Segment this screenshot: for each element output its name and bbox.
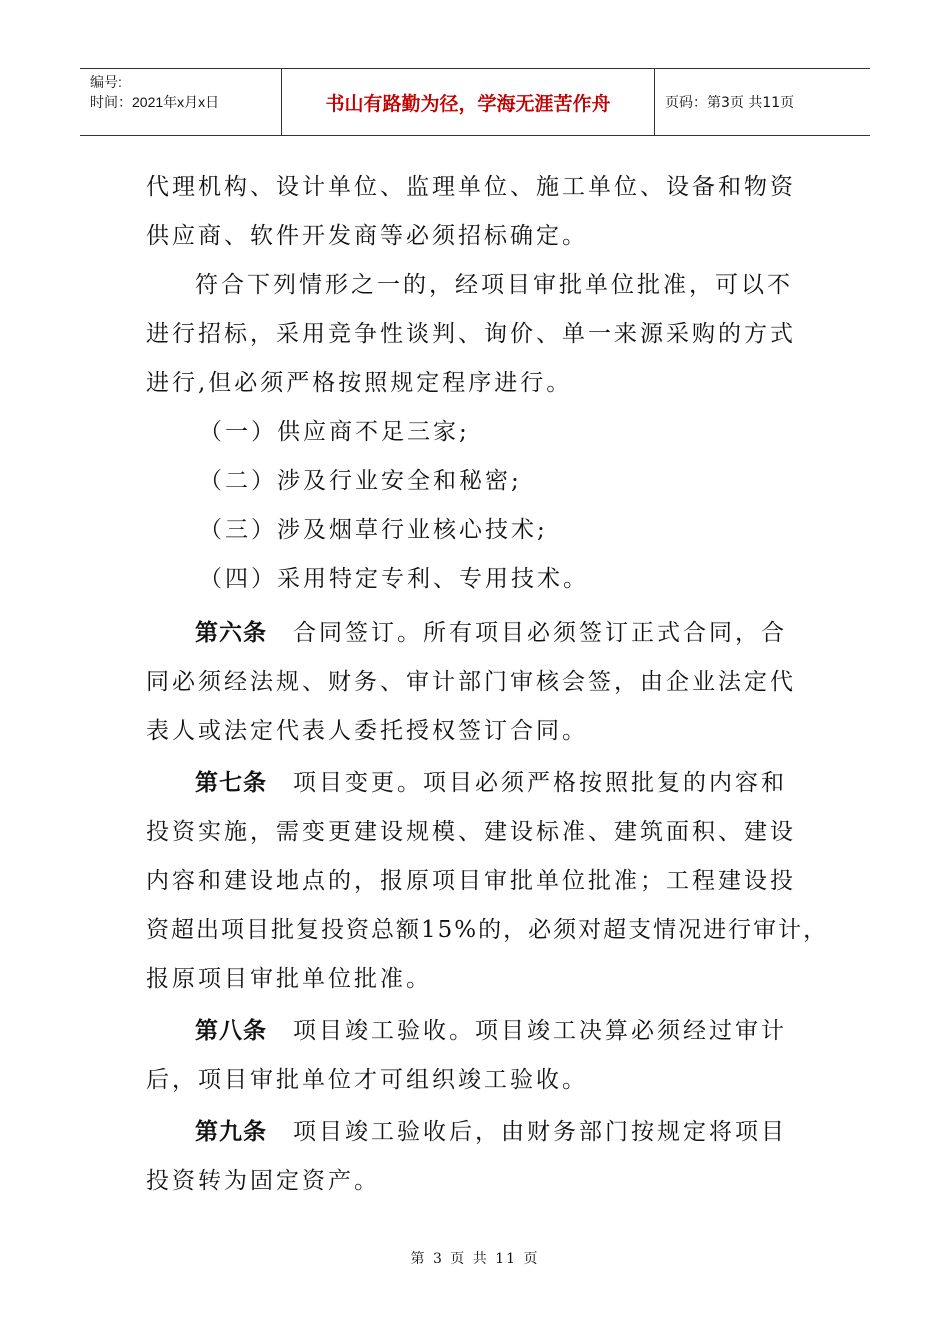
article-nine-text: 项目竣工验收后，由财务部门按规定将项目 <box>293 1119 787 1145</box>
article-eight <box>195 1016 787 1046</box>
article-seven <box>195 768 787 798</box>
header-motto: 书山有路勤为径，学海无涯苦作舟 <box>281 69 655 135</box>
body-line: 资超出项目批复投资总额15%的，必须对超支情况进行审计， <box>146 917 829 943</box>
body-line: 后，项目审批单位才可组织竣工验收。 <box>146 1067 588 1093</box>
body-line: 报原项目审批单位批准。 <box>146 966 432 992</box>
body-line: 供应商、软件开发商等必须招标确定。 <box>146 223 588 249</box>
document-time-label: 时间：2021年x月x日 <box>90 94 220 110</box>
article-nine-heading: 第九条 <box>195 1119 267 1145</box>
paragraph-start: 符合下列情形之一的，经项目审批单位批准，可以不 <box>195 272 793 298</box>
article-eight-heading: 第八条 <box>195 1018 267 1044</box>
article-six <box>195 618 787 648</box>
list-item: （二）涉及行业安全和秘密; <box>199 468 522 494</box>
header-meta <box>80 69 281 135</box>
body-line: 代理机构、设计单位、监理单位、施工单位、设备和物资 <box>146 174 796 200</box>
body-line: 进行招标，采用竞争性谈判、询价、单一来源采购的方式 <box>146 321 796 347</box>
article-seven-heading: 第七条 <box>195 770 267 796</box>
list-item: （一）供应商不足三家; <box>199 419 470 445</box>
body-line: 同必须经法规、财务、审计部门审核会签，由企业法定代 <box>146 669 796 695</box>
page-footer: 第 3 页 共 11 页 <box>410 1251 540 1267</box>
body-line: 投资转为固定资产。 <box>146 1168 380 1194</box>
article-nine <box>195 1117 787 1147</box>
header-page-info: 页码：第3页 共11页 <box>665 95 795 111</box>
page-header <box>80 68 870 136</box>
article-six-heading: 第六条 <box>195 620 267 646</box>
body-line: 表人或法定代表人委托授权签订合同。 <box>146 718 588 744</box>
body-line: 内容和建设地点的，报原项目审批单位批准；工程建设投 <box>146 868 796 894</box>
document-number-label: 编号: <box>90 74 122 90</box>
article-six-text: 合同签订。所有项目必须签订正式合同，合 <box>293 620 787 646</box>
article-eight-text: 项目竣工验收。项目竣工决算必须经过审计 <box>293 1018 787 1044</box>
list-item: （四）采用特定专利、专用技术。 <box>199 566 589 592</box>
body-line: 进行,但必须严格按照规定程序进行。 <box>146 370 573 396</box>
body-line: 投资实施，需变更建设规模、建设标准、建筑面积、建设 <box>146 819 796 845</box>
list-item: （三）涉及烟草行业核心技术; <box>199 517 548 543</box>
article-seven-text: 项目变更。项目必须严格按照批复的内容和 <box>293 770 787 796</box>
